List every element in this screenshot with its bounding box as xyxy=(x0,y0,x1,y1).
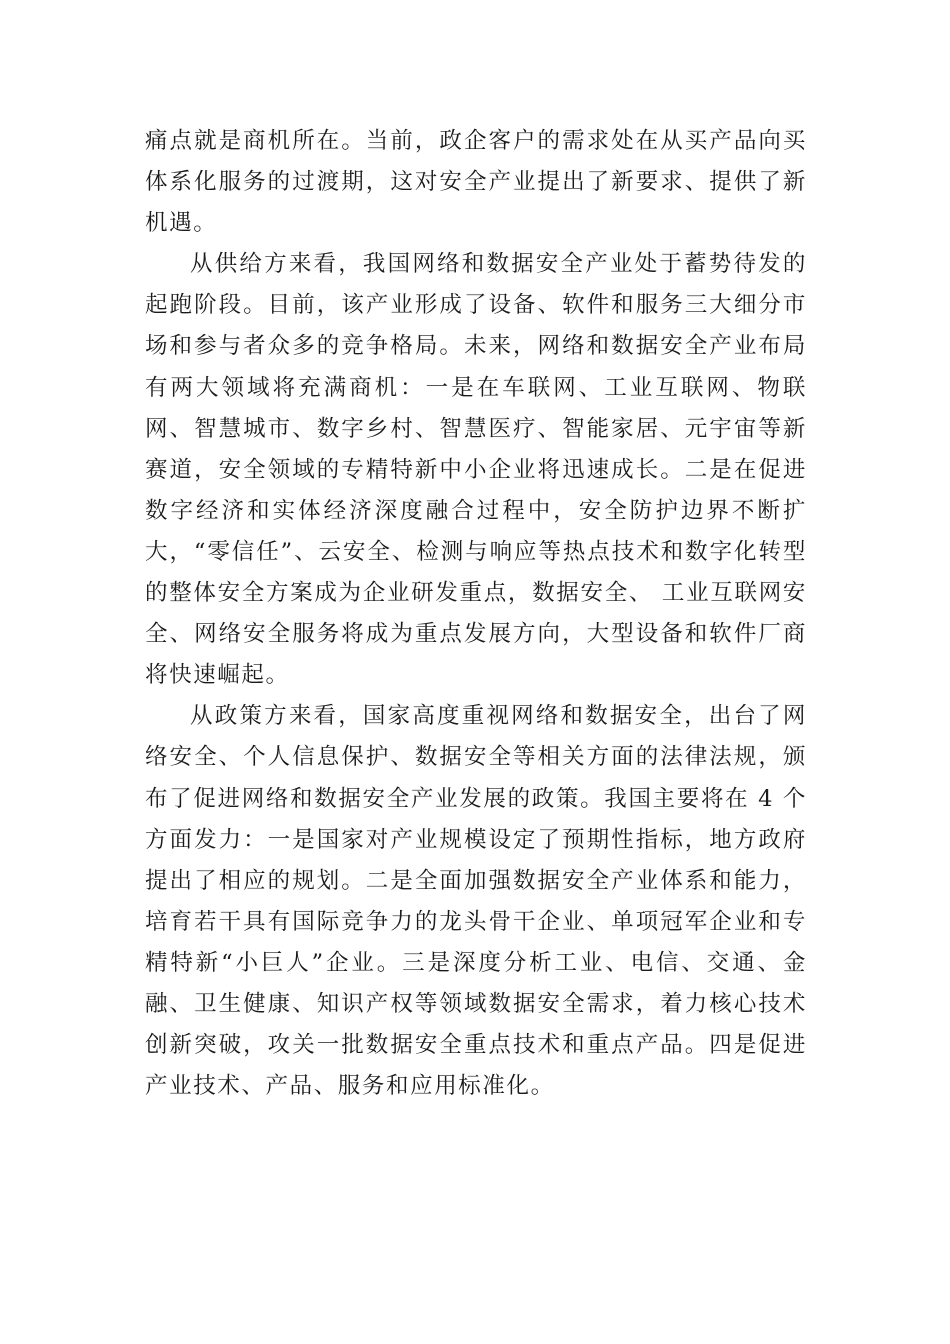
paragraph-continuation: 痛点就是商机所在。当前，政企客户的需求处在从买产品向买体系化服务的过渡期，这对安全产业提出了新要求、提供了新机遇。 xyxy=(145,128,807,237)
body-text xyxy=(145,121,807,1107)
paragraph-supply-side: 从供给方来看，我国网络和数据安全产业处于蓄势待发的起跑阶段。目前，该产业形成了设备、软件和服务三大细分市场和参与者众多的竞争格局。未来，网络和数据安全产业布局有两大领域将充满商机：一是在车联网、工业互联网、物联网、智慧城市、数字乡村、智慧医疗、智能家居、元宇宙等新赛道，安全领域的专精特新中小企业将迅速成长。二是在促进数字经济和实体经济深度融合过程中，安全防护边界不断扩大，“零信任”、云安全、检测与响应等热点技术和数字化转型的整体安全方案成为企业研发重点，数据安全、 工业互联网安全、网络安全服务将成为重点发展方向，大型设备和软件厂商将快速崛起。 xyxy=(145,251,807,689)
paragraph-policy-side: 从政策方来看，国家高度重视网络和数据安全，出台了网络安全、个人信息保护、数据安全等相关方面的法律法规，颁布了促进网络和数据安全产业发展的政策。我国主要将在 4 个方面发力：一是国家对产业规模设定了预期性指标，地方政府提出了相应的规划。二是全面加强数据安全产业体系和能力，培育若干具有国际竞争力的龙头骨干企业、单项冠军企业和专精特新“小巨人”企业。三是深度分析工业、电信、交通、金融、卫生健康、知识产权等领域数据安全需求，着力核心技术创新突破，攻关一批数据安全重点技术和重点产品。四是促进产业技术、产品、服务和应用标准化。 xyxy=(145,703,807,1100)
